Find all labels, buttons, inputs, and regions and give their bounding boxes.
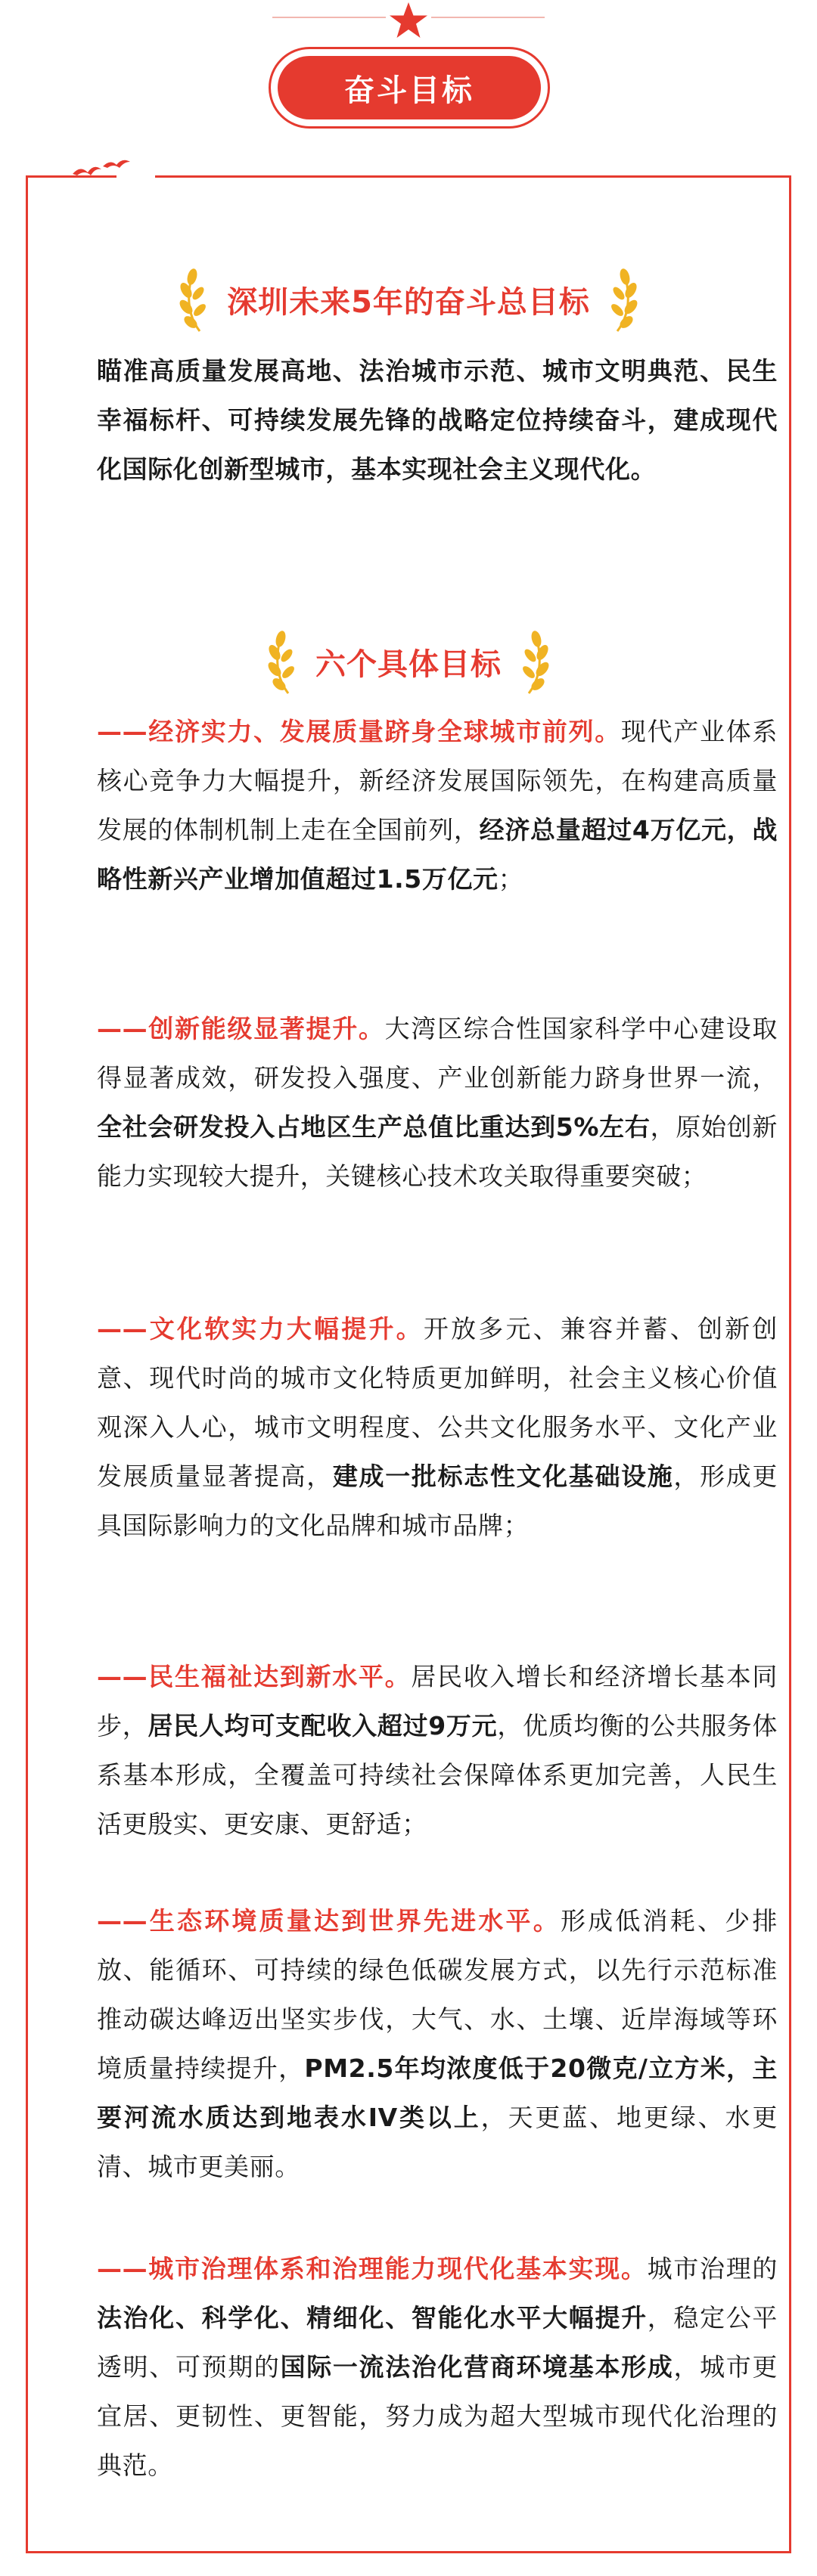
- goal-highlight: 全社会研发投入占地区生产总值比重达到5%左右: [97, 1112, 651, 1142]
- goal-livelihood: [97, 1652, 778, 1849]
- goal-text: ；: [498, 864, 524, 894]
- goal-text: ，城市更宜居、更韧性、更智能，努力成为超大型城市现代化治理的典范。: [97, 2352, 778, 2480]
- overall-goal-heading: [0, 262, 817, 337]
- goal-highlight: 居民人均可支配收入超过9万元: [148, 1711, 498, 1741]
- overall-goal-text: 瞄准高质量发展高地、法治城市示范、城市文明典范、民生幸福标杆、可持续发展先锋的战略定位持续奋斗，建成现代化国际化创新型城市，基本实现社会主义现代化。: [97, 356, 778, 484]
- header-badge: [269, 47, 550, 129]
- goal-highlight: PM2.5年均浓度低于20微克/立方米，主要河流水质达到地表水IV类以上: [97, 2054, 778, 2132]
- goal-text: 城市治理的: [647, 2254, 778, 2283]
- goal-highlight: 法治化、科学化、精细化、智能化水平大幅提升: [97, 2303, 648, 2333]
- goal-highlight: 建成一批标志性文化基础设施: [332, 1462, 674, 1491]
- goal-text: ，原始创新能力实现较大提升，关键核心技术攻关取得重要突破；: [97, 1112, 778, 1191]
- laurel-icon: [515, 628, 551, 695]
- goal-innovation: [97, 1004, 778, 1201]
- laurel-icon: [266, 628, 302, 695]
- goal-text: 现代产业体系核心竞争力大幅提升，新经济发展国际领先，在构建高质量发展的体制机制上走在全国前列，: [97, 717, 778, 845]
- goal-text: ，形成更具国际影响力的文化品牌和城市品牌；: [97, 1462, 778, 1540]
- goal-highlight: 国际一流法治化营商环境基本形成: [280, 2352, 674, 2382]
- goal-heading: ——创新能级显著提升。: [97, 1014, 385, 1043]
- overall-goal-title: 深圳未来5年的奋斗总目标: [227, 284, 590, 320]
- header-title: 奋斗目标: [278, 56, 541, 119]
- goal-economy: [97, 707, 778, 904]
- goal-text: ，稳定公平透明、可预期的: [97, 2303, 778, 2382]
- goal-text: 开放多元、兼容并蓄、创新创意、现代时尚的城市文化特质更加鲜明，社会主义核心价值观深入人心，城市文明程度、公共文化服务水平、文化产业发展质量显著提高，: [97, 1314, 778, 1491]
- goal-text: 居民收入增长和经济增长基本同步，: [97, 1662, 778, 1741]
- goal-highlight: 经济总量超过4万亿元，战略性新兴产业增加值超过1.5万亿元: [97, 815, 778, 894]
- goal-text: ，优质均衡的公共服务体系基本形成，全覆盖可持续社会保障体系更加完善，人民生活更殷实、更安康、更舒适；: [97, 1711, 778, 1839]
- goal-text: 大湾区综合性国家科学中心建设取得显著成效，研发投入强度、产业创新能力跻身世界一流，: [97, 1014, 778, 1093]
- goal-heading: ——文化软实力大幅提升。: [97, 1314, 424, 1344]
- goal-text: ，天更蓝、地更绿、水更清、城市更美丽。: [97, 2103, 778, 2181]
- laurel-icon: [177, 266, 213, 333]
- laurel-icon: [604, 266, 640, 333]
- birds-icon: [70, 157, 145, 184]
- star-icon: [387, 0, 430, 42]
- specific-goals-heading: [0, 624, 817, 699]
- goal-heading: ——经济实力、发展质量跻身全球城市前列。: [97, 717, 621, 746]
- goal-heading: ——生态环境质量达到世界先进水平。: [97, 1906, 561, 1936]
- goal-ecology: [97, 1896, 778, 2191]
- goal-culture: [97, 1304, 778, 1550]
- goal-heading: ——民生福祉达到新水平。: [97, 1662, 412, 1691]
- goal-heading: ——城市治理体系和治理能力现代化基本实现。: [97, 2254, 648, 2283]
- specific-goals-title: 六个具体目标: [315, 646, 502, 682]
- goal-text: 形成低消耗、少排放、能循环、可持续的绿色低碳发展方式，以先行示范标准推动碳达峰迈出坚实步伐，大气、水、土壤、近岸海域等环境质量持续提升，: [97, 1906, 778, 2083]
- frame-top-right: [155, 175, 791, 178]
- goal-governance: [97, 2244, 778, 2490]
